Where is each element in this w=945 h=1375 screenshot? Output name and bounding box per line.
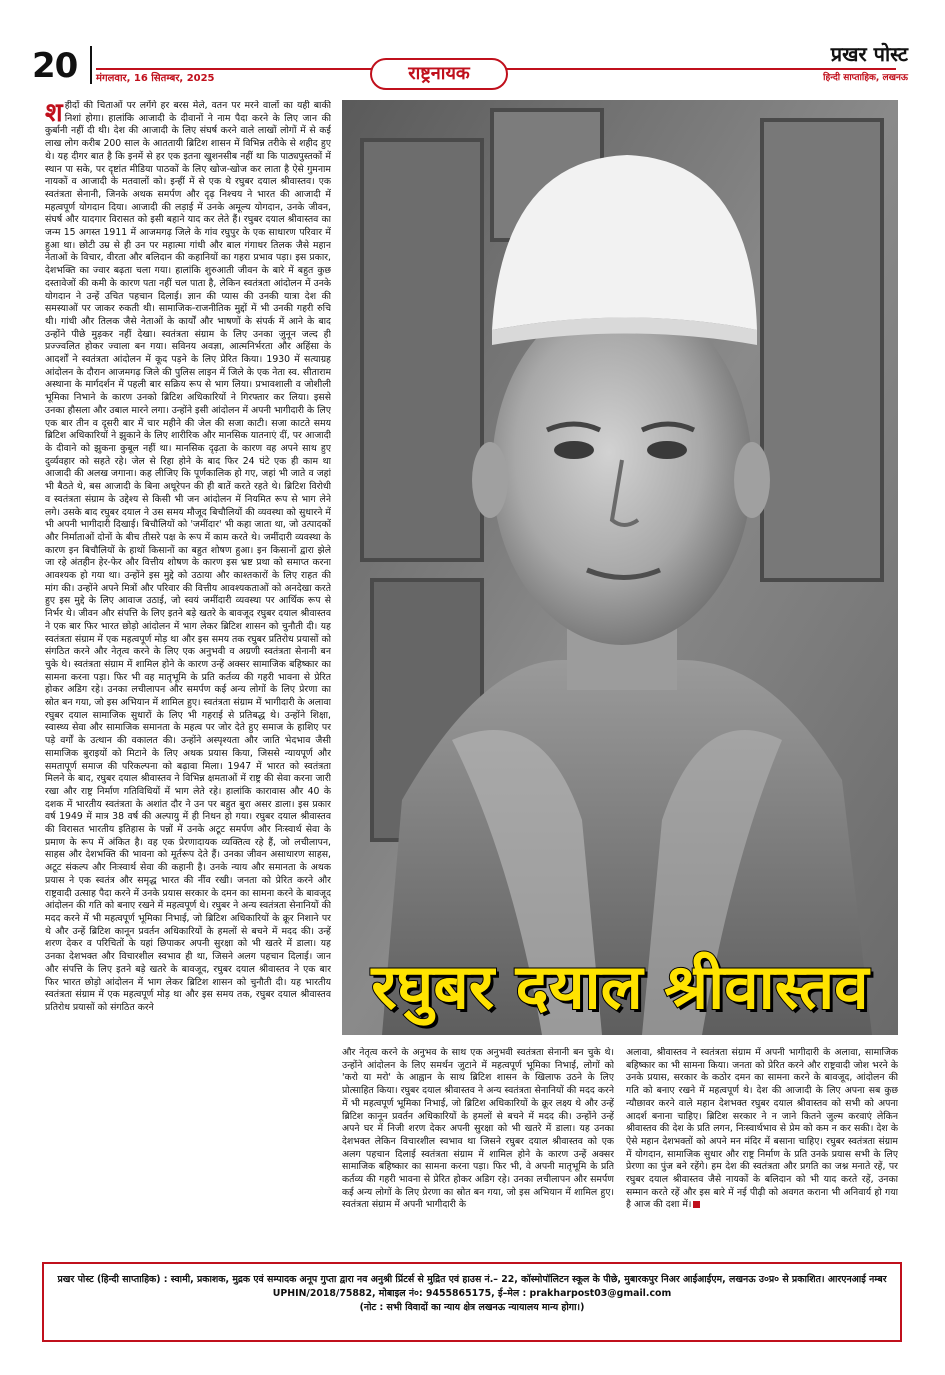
drop-cap: श <box>45 100 63 128</box>
imprint-line: प्रखर पोस्ट (हिन्दी साप्ताहिक) : स्वामी, प्रकाशक, मुद्रक एवं सम्पादक अनूप गुप्ता द्वारा नव अनुश्री प्रिंटर्स से मुद्रित एवं हाउस नं.– 22, कॉस्मोपॉलिटन स्कूल के पीछे, मुबारकपुर निअर आईआईएम, लखनऊ उ०प्र० से प्रकाशित। आरएनआई नम्बर UPHIN/2018/75882, मोबाइल नं०: 9455865175, ई–मेल : prakharpost03@gmail.com <box>57 1274 887 1299</box>
legal-note: (नोट : सभी विवादों का न्याय क्षेत्र लखनऊ न्यायालय मान्य होगा।) <box>359 1302 585 1313</box>
newspaper-tagline: हिन्दी साप्ताहिक, लखनऊ <box>823 73 908 83</box>
portrait-illustration <box>342 100 898 1035</box>
publication-footer <box>42 1262 902 1342</box>
article-headline: रघुबर दयाल श्रीवास्तव <box>371 950 869 1023</box>
portrait-photo <box>342 100 898 1035</box>
article-column-3 <box>626 1047 898 1248</box>
header-divider <box>90 46 92 84</box>
end-of-article-mark <box>693 1201 700 1208</box>
newspaper-masthead: प्रखर पोस्ट <box>830 42 908 66</box>
article-column-2 <box>342 1047 614 1248</box>
issue-date: मंगलवार, 16 सितम्बर, 2025 <box>96 73 215 84</box>
article-text-column-2: और नेतृत्व करने के अनुभव के साथ एक अनुभवी स्वतंत्रता सेनानी बन चुके थे। उन्होंने आंदोलन के लिए समर्थन जुटाने में महत्वपूर्ण भूमिका निभाई, लोगों को 'करो या मरो' के आह्वान के साथ ब्रिटिश शासन के खिलाफ उठने के लिए प्रोत्साहित किया। रघुबर दयाल श्रीवास्तव ने अन्य स्वतंत्रता सेनानियों की मदद करने में भी महत्वपूर्ण भूमिका निभाई, जो ब्रिटिश अधिकारियों के क्रूर लक्ष्य थे और उन्हें ब्रिटिश कानून प्रवर्तन अधिकारियों के हमलों से बचने में मदद की। उन्होंने उन्हें अपने घर में निजी शरण देकर अपनी सुरक्षा को भी खतरे में डाला। यह उनका देशभक्त लेकिन विचारशील स्वभाव था जिसने रघुबर दयाल श्रीवास्तव को एक अलग पहचान दिलाई स्वतंत्रता संग्राम में शामिल होने के कारण उन्हें अक्सर सामाजिक बहिष्कार का सामना करना पड़ा। फिर भी, वे अपनी मातृभूमि के प्रति कर्तव्य की गहरी भावना से प्रेरित होकर अडिग रहे। उनका लचीलापन और समर्पण कई अन्य लोगों के लिए प्रेरणा का स्रोत बन गया, जो इस अभियान में शामिल हुए। स्वतंत्रता संग्राम में अपनी भागीदारी के <box>342 1047 614 1211</box>
article-column-1 <box>45 100 331 1248</box>
page-number: 20 <box>32 46 78 86</box>
article-text-column-1: हीदों की चिताओं पर लगेंगे हर बरस मेले, वतन पर मरने वालों का यही बाकी निशां होगा। हालांकि आजादी के दीवानों ने नाम पैदा करने के लिए जान की कुर्बानी नहीं दी थी। देश की आजादी के लिए संघर्ष करने वाले लाखों लोगों में से कई लाख लोग करीब 200 साल के आततायी ब्रिटिश शासन में विभिन्न तरीके से शहीद हुए थे। यह दीगर बात है कि इनमें से हर एक इतना खुशनसीब नहीं था कि पाठ्यपुस्तकों में स्थान पा सके, पर दृष्टांत मीडिया पाठकों के लिए खोज-खोज कर लाता है ऐसे गुमनाम नायकों व आजादी के मतवालों को। इन्हीं में से एक थे रघुबर दयाल श्रीवास्तव। एक स्वतंत्रता सेनानी, जिनके अथक समर्पण और दृढ़ निश्चय ने भारत की आजादी में महत्वपूर्ण योगदान दिया। आजादी की लड़ाई में उनके अमूल्य योगदान, उनके जीवन, संघर्ष और यादगार विरासत को इसी बहाने याद कर लेते हैं। रघुबर दयाल श्रीवास्तव का जन्म 15 अगस्त 1911 में आजमगढ़ जिले के गांव रघुपुर के एक साधारण परिवार में हुआ था। छोटी उम्र से ही उन पर महात्मा गांधी और बाल गंगाधर तिलक जैसे महान नेताओं के विचार, वीरता और बलिदान की कहानियों का गहरा प्रभाव पड़ा। इस प्रकार, देशभक्ति का ज्वार बढ़ता चला गया। हालांकि शुरुआती जीवन के बारे में बहुत कुछ दस्तावेजों की कमी के कारण पता नहीं चल पाता है, लेकिन स्वतंत्रता आंदोलन में उनके योगदान ने उन्हें उचित पहचान दिलाई। ज्ञान की प्यास की उनकी यात्रा देश की समस्याओं पर जाकर रुकती थी। सामाजिक-राजनीतिक मुद्दों में भी उनकी गहरी रुचि थी। गांधी और तिलक जैसे नेताओं के कार्यों और भाषणों के संपर्क में आने के बाद उन्होंने पीछे मुड़कर नहीं देखा। स्वतंत्रता संग्राम के लिए उनका जुनून जल्द ही प्रज्ज्वलित होकर ज्वाला बन गया। सविनय अवज्ञा, आत्मनिर्भरता और अहिंसा के आदर्शों ने स्वतंत्रता आंदोलन में कूद पड़ने के लिए प्रेरित किया। 1930 में सत्याग्रह आंदोलन के दौरान आजमगढ़ जिले की पुलिस लाइन में जिले के एक नेता स्व. सीताराम अस्थाना के मार्गदर्शन में पहली बार सक्रिय रूप से भाग लिया। प्रभावशाली व जोशीली भूमिका निभाने के कारण उनको ब्रिटिश अधिकारियों ने गिरफ्तार कर लिया। इससे उनका हौसला और उबाल मारने लगा। उन्होंने इसी आंदोलन में अपनी भागीदारी के लिए एक बार तीन व दूसरी बार में चार महीने की जेल की सजा काटी। सजा काटते समय ब्रिटिश अधिकारियों ने झुकाने के लिए शारीरिक और मानसिक यातनाएं दीं, पर आजादी के दीवाने को झुकना कुबूल नहीं था। मानसिक दृढ़ता के कारण वह अपने साथ हुए दुर्व्यवहार को सहते रहे। जेल से रिहा होने के बाद फिर 24 घंटे एक ही काम था आजादी की अलख जगाना। कह लीजिए कि पूर्णकालिक हो गए, जहां भी जाते व जहां भी बैठते थे, बस आजादी के बिना अधूरेपन की ही बातें करते रहते थे। ब्रिटिश विरोधी व स्वतंत्रता संग्राम के उद्देश्य से किसी भी जन आंदोलन में नियमित रूप से भाग लेने लगे। उसके बाद रघुबर दयाल ने उस समय मौजूद बिचौलियों की व्यवस्था को सुधारने में भी अपनी भागीदारी दिखाई। बिचौलियों को 'जमींदार' भी कहा जाता था, जो उत्पादकों और निर्माताओं दोनों के बीच तीसरे पक्ष के रूप में काम करते थे। जमींदारी व्यवस्था के कारण इन बिचौलियों के हाथों किसानों का बहुत शोषण हुआ। इन किसानों द्वारा झेले जा रहे अंतहीन हेर-फेर और वित्तीय शोषण के कारण इस भ्रष्ट प्रथा को समाप्त करना आवश्यक हो गया था। उन्होंने इस मुद्दे को उठाया और काश्तकारों के लिए राहत की मांग की। उन्होंने अपने मित्रों और परिवार की वित्तीय आवश्यकताओं को अनदेखा करते हुए इस मुद्दे के लिए आवाज उठाई, जो स्वयं जमींदारी व्यवस्था पर आर्थिक रूप से निर्भर थे। जीवन और संपत्ति के लिए इतने बड़े खतरे के बावजूद रघुबर दयाल श्रीवास्तव ने एक बार फिर भारत छोड़ो आंदोलन में भाग लेकर ब्रिटिश शासन को चुनौती दी। यह स्वतंत्रता संग्राम में एक महत्वपूर्ण मोड़ था और इस समय तक रघुबर प्रतिरोध प्रयासों को संगठित करने और नेतृत्व करने के लिए एक अनुभवी व अग्रणी स्वतंत्रता सेनानी बन चुके थे। स्वतंत्रता संग्राम में शामिल होने के कारण उन्हें अक्सर सामाजिक बहिष्कार का सामना करना पड़ा। फिर भी वह मातृभूमि के प्रति कर्तव्य की गहरी भावना से प्रेरित होकर अडिग रहे। उनका लचीलापन और समर्पण कई अन्य लोगों के लिए प्रेरणा का स्रोत बन गया, जो इस अभियान में शामिल हुए। स्वतंत्रता संग्राम में भागीदारी के अलावा रघुबर दयाल सामाजिक सुधारों के लिए भी गहराई से प्रतिबद्ध थे। उन्होंने शिक्षा, स्वास्थ्य सेवा और सामाजिक समानता के महत्व पर जोर देते हुए समाज के हाशिए पर पड़े वर्गों के उत्थान की वकालत की। उन्होंने अस्पृश्यता और जाति भेदभाव जैसी सामाजिक बुराइयों को मिटाने के लिए अथक प्रयास किया, जिससे न्यायपूर्ण और समतापूर्ण समाज की परिकल्पना को बढ़ावा मिला। 1947 में भारत को स्वतंत्रता मिलने के बाद, रघुबर दयाल श्रीवास्तव ने विभिन्न क्षमताओं में राष्ट्र की सेवा करना जारी रखा और राष्ट्र निर्माण गतिविधियों में भाग लेते रहे। हालांकि कारावास और 40 के दशक में भारतीय स्वतंत्रता के अशांत दौर ने उन पर बहुत बुरा असर डाला। इस प्रकार वर्ष 1949 में मात्र 38 वर्ष की अल्पायु में ही निधन हो गया। रघुबर दयाल श्रीवास्तव की विरासत भारतीय इतिहास के पन्नों में उनके अटूट समर्पण और निःस्वार्थ सेवा के प्रमाण के रूप में अंकित है। वह एक प्रेरणादायक व्यक्तित्व रहे हैं, जो लचीलापन, साहस और देशभक्ति की भावना को मूर्तरूप देते हैं। उनका जीवन असाधारण साहस, अटूट संकल्प और निःस्वार्थ सेवा की कहानी है। उनके न्याय और समानता के अथक प्रयास ने एक स्वतंत्र और समृद्ध भारत की नींव रखी। जनता को प्रेरित करने और राष्ट्रवादी उत्साह पैदा करने में उनके प्रयास सरकार के दमन का सामना करने के बावजूद आंदोलन की गति को बनाए रखने में महत्वपूर्ण थे। रघुबर ने अन्य स्वतंत्रता सेनानियों की मदद करने में भी महत्वपूर्ण भूमिका निभाई, जो ब्रिटिश अधिकारियों के क्रूर निशाने पर थे और उन्हें ब्रिटिश कानून प्रवर्तन अधिकारियों के हमलों से बचने में मदद की। उन्हें शरण देकर व परिचितों के यहां छिपाकर अपनी सुरक्षा को भी खतरे में डाला। यह उनका देशभक्त और विचारशील स्वभाव ही था, जिसने अलग पहचान दिलाई। जान और संपत्ति के लिए इतने बड़े खतरे के बावजूद, रघुबर दयाल श्रीवास्तव ने एक बार फिर भारत छोड़ो आंदोलन में भाग लेकर ब्रिटिश शासन को चुनौती दी। यह भारतीय स्वतंत्रता संग्राम में एक महत्वपूर्ण मोड़ था और इस समय तक, रघुबर दयाल श्रीवास्तव प्रतिरोध प्रयासों को संगठित करने <box>45 100 331 1013</box>
article-text-column-3: अलावा, श्रीवास्तव ने स्वतंत्रता संग्राम में अपनी भागीदारी के अलावा, सामाजिक बहिष्कार का भी सामना किया। जनता को प्रेरित करने और राष्ट्रवादी जोश भरने के उनके प्रयास, सरकार के कठोर दमन का सामना करने के बावजूद, आंदोलन की गति को बनाए रखने में महत्वपूर्ण थे। देश की आजादी के लिए अपना सब कुछ न्यौछावर करने वाले महान देशभक्त रघुबर दयाल श्रीवास्तव को सभी को अपना आदर्श बनाना चाहिए। ब्रिटिश सरकार ने न जाने कितने जुल्म करवाएं लेकिन श्रीवास्तव की देश के प्रति लगन, निःस्वार्थभाव से प्रेम को कम न कर सकी। देश के ऐसे महान देशभक्तों को अपने मन मंदिर में बसाना चाहिए। रघुबर स्वतंत्रता संग्राम में योगदान, सामाजिक सुधार और राष्ट्र निर्माण के प्रति उनके प्रयास सभी के लिए प्रेरणा का पुंज बने रहेंगे। हम देश की स्वतंत्रता और प्रगति का जश्न मनाते रहें, पर रघुबर दयाल श्रीवास्तव जैसे नायकों के बलिदान को भी याद करते रहें, उनका सम्मान करते रहें और इस बारे में नई पीढ़ी को अवगत कराना भी अनिवार्य हो गया है आज की दशा में। <box>626 1047 898 1211</box>
section-label: राष्ट्रनायक <box>370 58 508 90</box>
